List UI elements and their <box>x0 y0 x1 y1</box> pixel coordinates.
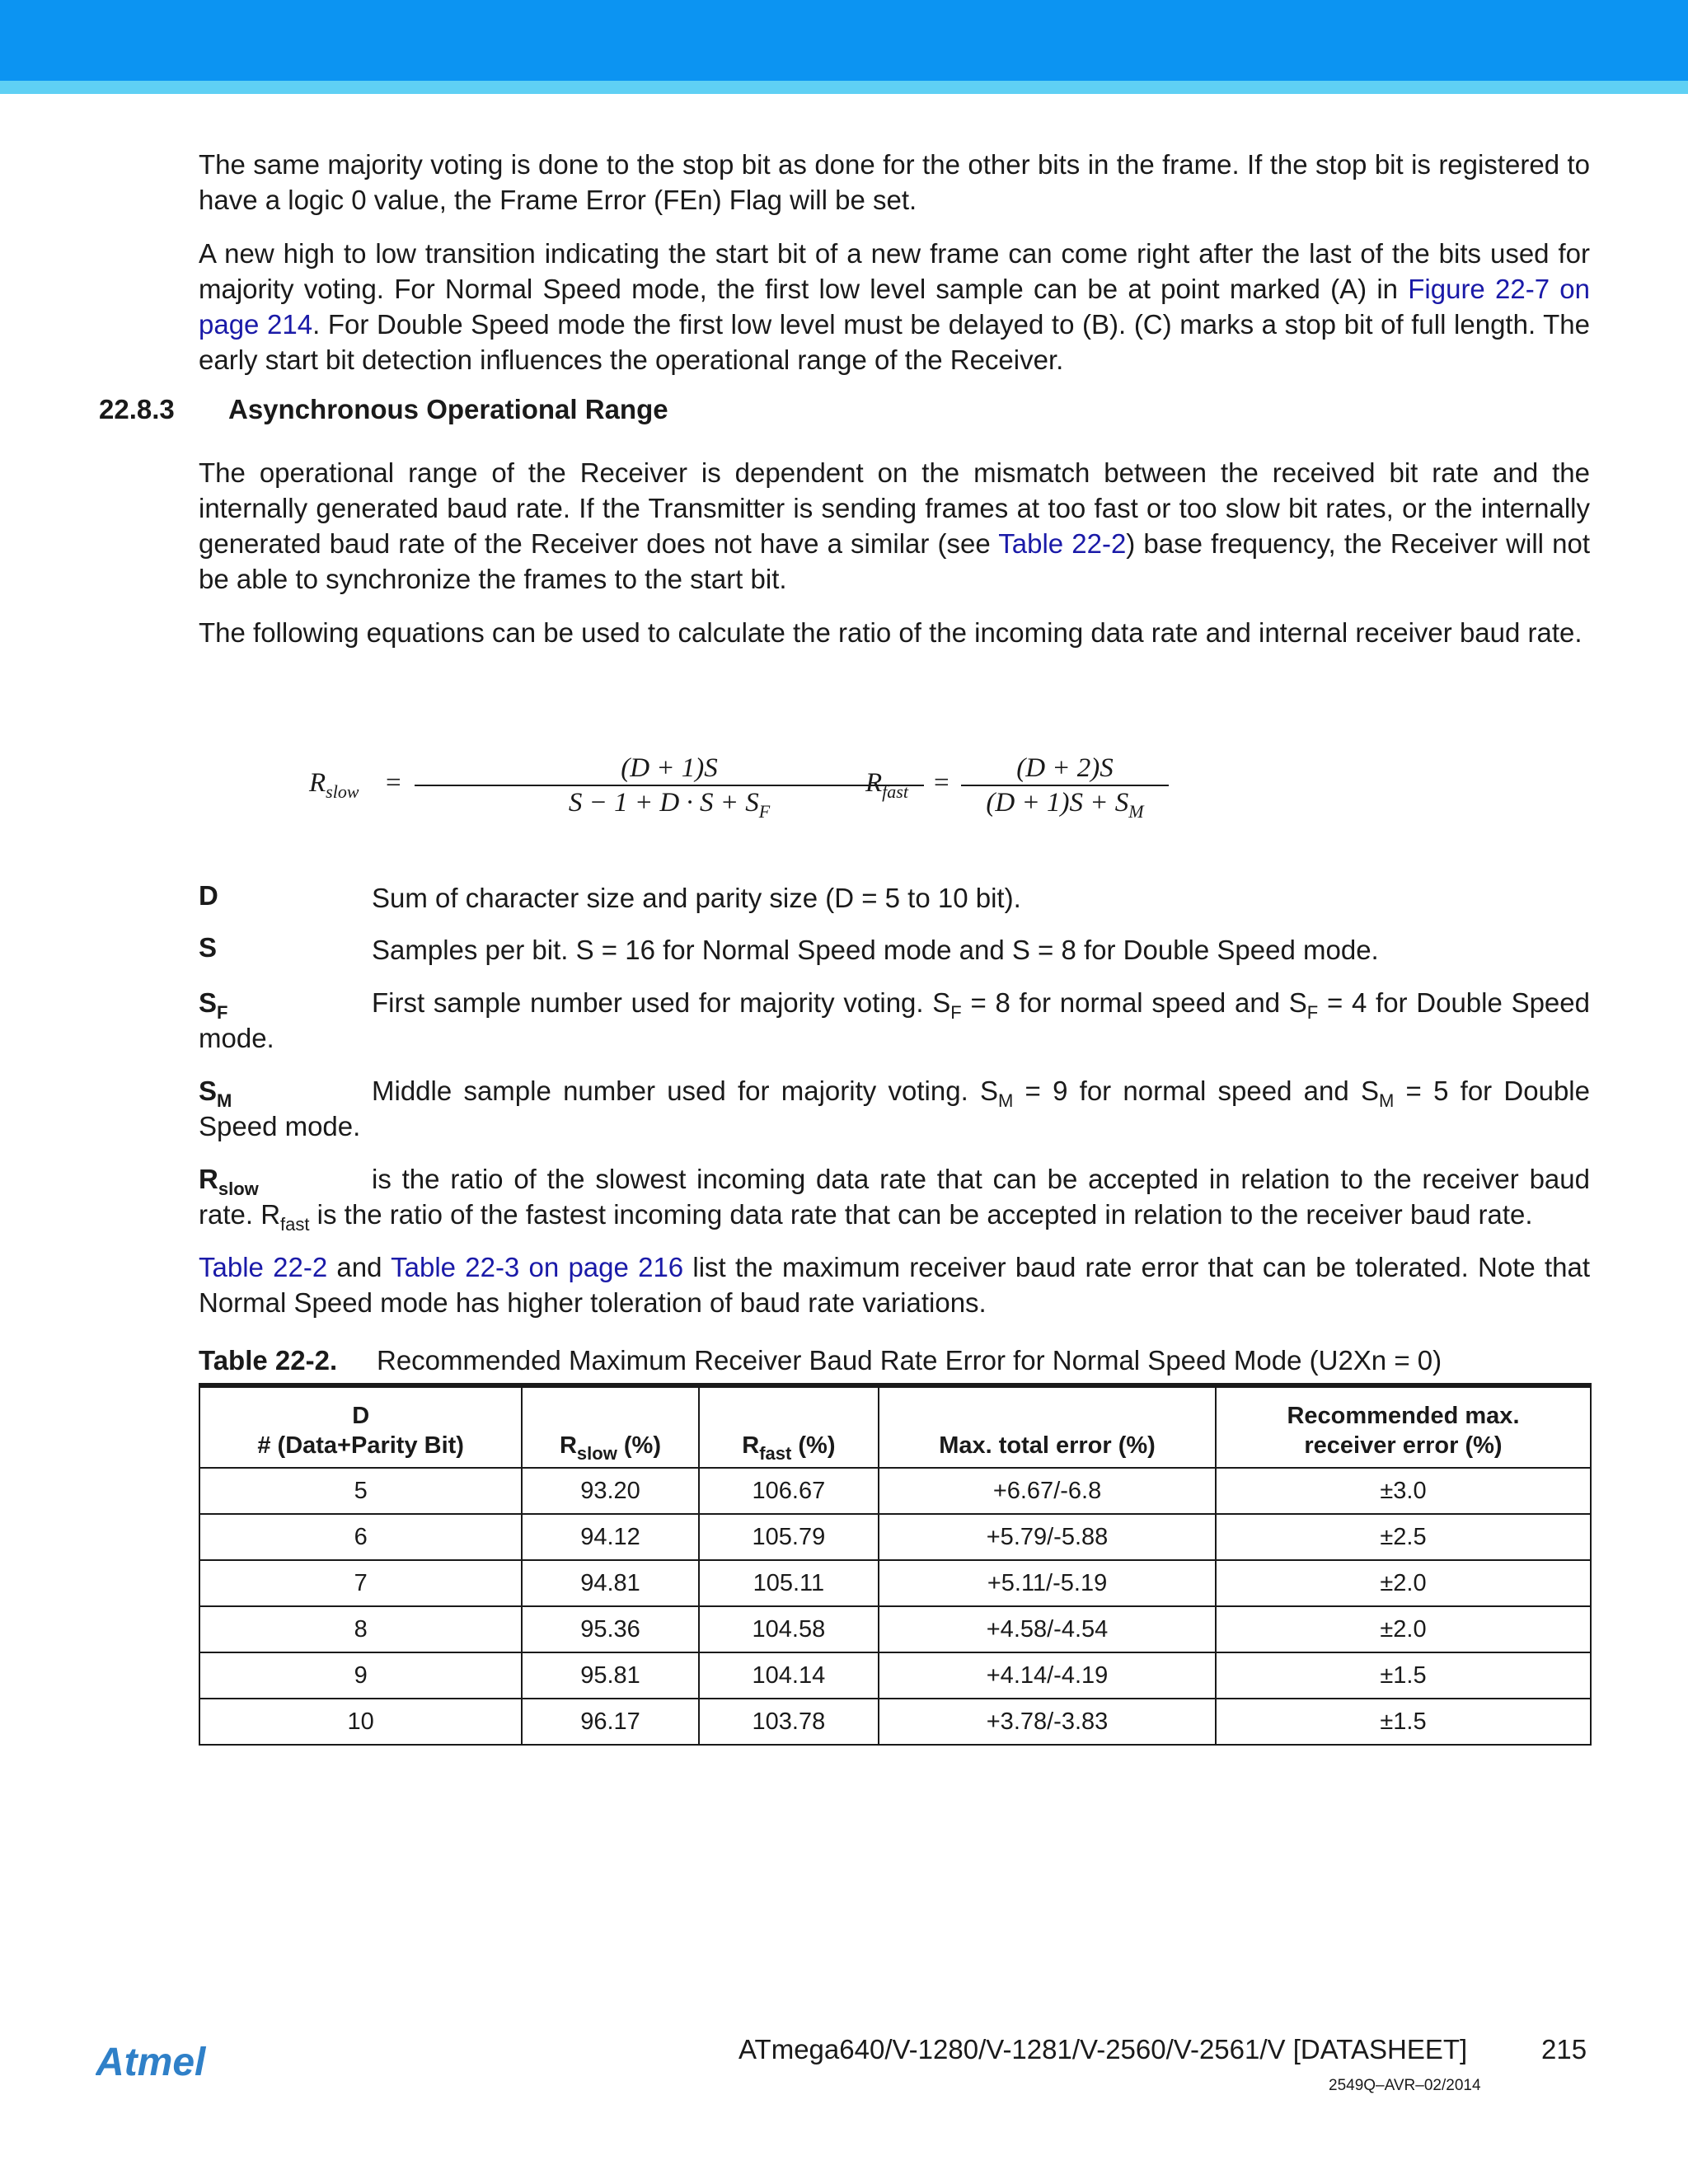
figure-22-7-link[interactable]: Figure 22-7 on page 214 <box>199 274 1590 340</box>
header-bar <box>0 0 1688 81</box>
cell-rslow: 95.81 <box>522 1652 698 1699</box>
section-number: 22.8.3 <box>99 394 175 424</box>
table-row <box>199 1514 1591 1560</box>
header-rslow: $R_{slow}$ (%) <box>522 1385 698 1468</box>
paragraph-table-reference <box>199 1249 1590 1320</box>
table-header-row <box>199 1385 1591 1468</box>
footer-document-title: ATmega640/V-1280/V-1281/V-2560/V-2561/V [DATASHEET] <box>738 2034 1468 2064</box>
fraction-line <box>961 785 1169 786</box>
definition-term-sm: $S_M$ <box>199 1076 232 1111</box>
cell-recommended-error: ±2.0 <box>1216 1606 1591 1652</box>
cell-recommended-error: ±1.5 <box>1216 1652 1591 1699</box>
table-caption <box>199 1345 1442 1376</box>
table-row <box>199 1560 1591 1606</box>
equation-denominator: $S - 1 + D \cdot S + S_F$ <box>568 788 771 822</box>
cell-d: 6 <box>199 1514 522 1560</box>
cell-d: 5 <box>199 1468 522 1514</box>
paragraph-text: The operational range of the Receiver is dependent on the mismatch between the received bit rate and the internally generated baud rate. If the Transmitter is sending frames at too fast or too slow bit rates, or the internally generated baud rate of the Receiver does not have a similar (see <box>199 457 1590 559</box>
cell-recommended-error: ±3.0 <box>1216 1468 1591 1514</box>
definition-rslow: $R_{slow}$ is the ratio of the slowest incoming data rate that can be accepted in relation to the receiver baud rate. $R_{fast}$ is the ratio of the fastest incoming data rate that can be accepted in relation to the receiver baud rate. <box>199 1161 1590 1232</box>
definition-text-d: Sum of character size and parity size (D = 5 to 10 bit). <box>372 883 1021 913</box>
paragraph-text: A new high to low transition indicating the start bit of a new frame can come right after the last of the bits used for majority voting. For Normal Speed mode, the first low level sample can be at point marked (A) in <box>199 238 1590 304</box>
cell-max-total-error: +5.11/-5.19 <box>879 1560 1216 1606</box>
table-row <box>199 1699 1591 1745</box>
equation-numerator: (D + 2)S <box>1016 753 1114 783</box>
paragraph-stop-bit <box>199 147 1590 218</box>
cell-rslow: 95.36 <box>522 1606 698 1652</box>
table-22-3-link[interactable]: Table 22-3 on page 216 <box>391 1252 684 1282</box>
definition-term-rslow: $R_{slow}$ <box>199 1164 259 1199</box>
document-code: 2549Q–AVR–02/2014 <box>1329 2077 1481 2094</box>
table-row <box>199 1468 1591 1514</box>
table-title: Recommended Maximum Receiver Baud Rate Error for Normal Speed Mode (U2Xn = 0) <box>377 1345 1442 1376</box>
cell-d: 7 <box>199 1560 522 1606</box>
equals-sign: = <box>934 768 950 798</box>
cell-rslow: 96.17 <box>522 1699 698 1745</box>
header-d: D # (Data+Parity Bit) <box>199 1385 522 1468</box>
table-row <box>199 1652 1591 1699</box>
cell-rfast: 105.11 <box>699 1560 879 1606</box>
paragraph-text: ) base frequency, the Receiver will not be able to synchronize the frames to the start bit. <box>199 528 1590 594</box>
paragraph-text: and <box>327 1252 392 1282</box>
definition-sm: $S_M$ Middle sample number used for majority voting. $S_M = 9$ for normal speed and $S_M = 5$ for Double Speed mode. <box>199 1073 1590 1144</box>
cell-d: 8 <box>199 1606 522 1652</box>
cell-max-total-error: +4.58/-4.54 <box>879 1606 1216 1652</box>
definition-text-s: Samples per bit. S = 16 for Normal Speed mode and S = 8 for Double Speed mode. <box>372 935 1379 965</box>
definition-term-s: S <box>199 932 218 963</box>
paragraph-equations-intro <box>199 615 1590 650</box>
definition-term-sf: $S_F$ <box>199 987 228 1023</box>
cell-rslow: 93.20 <box>522 1468 698 1514</box>
paragraph-text: The same majority voting is done to the stop bit as done for the other bits in the frame. If the stop bit is registered to have a logic 0 value, the Frame Error (FEn) Flag will be set. <box>199 149 1590 215</box>
logo-text: Atmel <box>96 2041 206 2083</box>
cell-rslow: 94.12 <box>522 1514 698 1560</box>
cell-rslow: 94.81 <box>522 1560 698 1606</box>
section-title: Asynchronous Operational Range <box>228 394 668 424</box>
cell-rfast: 104.58 <box>699 1606 879 1652</box>
equation-lhs: $R_{slow}$ <box>309 768 359 802</box>
header-recommended-error: Recommended max. receiver error (%) <box>1216 1385 1591 1468</box>
paragraph-text: . For Double Speed mode the first low level must be delayed to (B). (C) marks a stop bit of full length. The early start bit detection influences the operational range of the Receiver. <box>199 309 1591 375</box>
header-strip <box>0 81 1688 94</box>
equation-lhs: $R_{fast}$ <box>865 768 908 802</box>
cell-recommended-error: ±1.5 <box>1216 1699 1591 1745</box>
cell-max-total-error: +3.78/-3.83 <box>879 1699 1216 1745</box>
table-22-2-link[interactable]: Table 22-2 <box>998 528 1127 559</box>
atmel-logo <box>96 2041 241 2083</box>
cell-rfast: 104.14 <box>699 1652 879 1699</box>
cell-rfast: 103.78 <box>699 1699 879 1745</box>
cell-recommended-error: ±2.0 <box>1216 1560 1591 1606</box>
table-row <box>199 1606 1591 1652</box>
header-max-total-error: Max. total error (%) <box>879 1385 1216 1468</box>
baud-rate-error-table <box>199 1383 1592 1746</box>
fraction-line <box>415 785 924 786</box>
equals-sign: = <box>386 768 401 798</box>
table-22-2-link[interactable]: Table 22-2 <box>199 1252 328 1282</box>
page-number: 215 <box>1541 2034 1587 2064</box>
equation-numerator: (D + 1)S <box>621 753 718 783</box>
definition-term-d: D <box>199 880 218 911</box>
cell-max-total-error: +4.14/-4.19 <box>879 1652 1216 1699</box>
paragraph-text: list the maximum receiver baud rate error that can be tolerated. Note that Normal Speed mode has higher toleration of baud rate variations. <box>199 1252 1590 1318</box>
equation-denominator: $(D + 1)S + S_M$ <box>986 788 1144 822</box>
table-number: Table 22-2. <box>199 1345 338 1376</box>
cell-rfast: 105.79 <box>699 1514 879 1560</box>
cell-d: 10 <box>199 1699 522 1745</box>
cell-max-total-error: +6.67/-6.8 <box>879 1468 1216 1514</box>
paragraph-start-bit <box>199 236 1590 377</box>
cell-d: 9 <box>199 1652 522 1699</box>
paragraph-operational-range <box>199 455 1590 597</box>
definition-sf: $S_F$ First sample number used for majority voting. $S_F = 8$ for normal speed and $S_F = 4$ for Double Speed mode. <box>199 985 1590 1056</box>
cell-rfast: 106.67 <box>699 1468 879 1514</box>
header-rfast: $R_{fast}$ (%) <box>699 1385 879 1468</box>
cell-recommended-error: ±2.5 <box>1216 1514 1591 1560</box>
cell-max-total-error: +5.79/-5.88 <box>879 1514 1216 1560</box>
paragraph-text: The following equations can be used to calculate the ratio of the incoming data rate and internal receiver baud rate. <box>199 617 1582 648</box>
